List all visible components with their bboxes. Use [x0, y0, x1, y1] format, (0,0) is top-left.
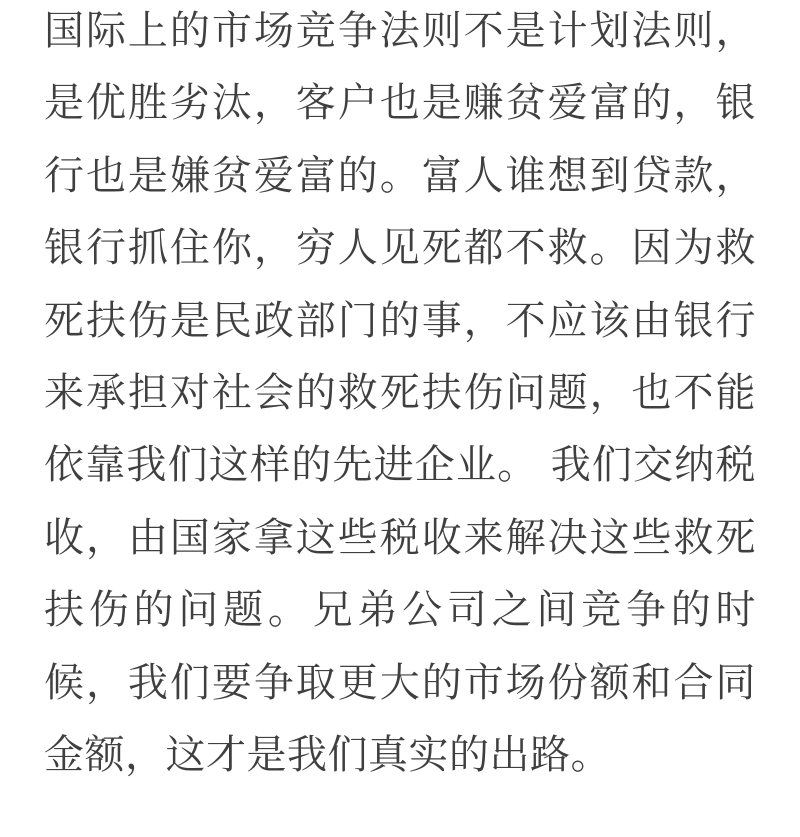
text-line: 扶伤的问题。兄弟公司之间竞争的时: [44, 588, 756, 633]
text-line: 死扶伤是民政部门的事，不应该由银行: [44, 298, 756, 343]
text-line: 国际上的市场竞争法则不是计划法则，: [44, 9, 756, 53]
text-line: 金额，这才是我们真实的出路。: [44, 733, 611, 778]
text-line: 收，由国家拿这些税收来解决这些救死: [44, 515, 756, 560]
paragraph-text-block: [44, 0, 756, 791]
text-line: 候，我们要争取更大的市场份额和合同: [44, 660, 756, 705]
text-line: 银行抓住你，穷人见死都不救。因为救: [44, 226, 756, 271]
text-line: 来承担对社会的救死扶伤问题，也不能: [44, 371, 756, 416]
text-line: 行也是嫌贫爱富的。富人谁想到贷款，: [44, 153, 756, 198]
text-line: 是优胜劣汰，客户也是赚贫爱富的，银: [44, 81, 756, 126]
text-line: 依靠我们这样的先进企业。 我们交纳税: [44, 443, 756, 488]
